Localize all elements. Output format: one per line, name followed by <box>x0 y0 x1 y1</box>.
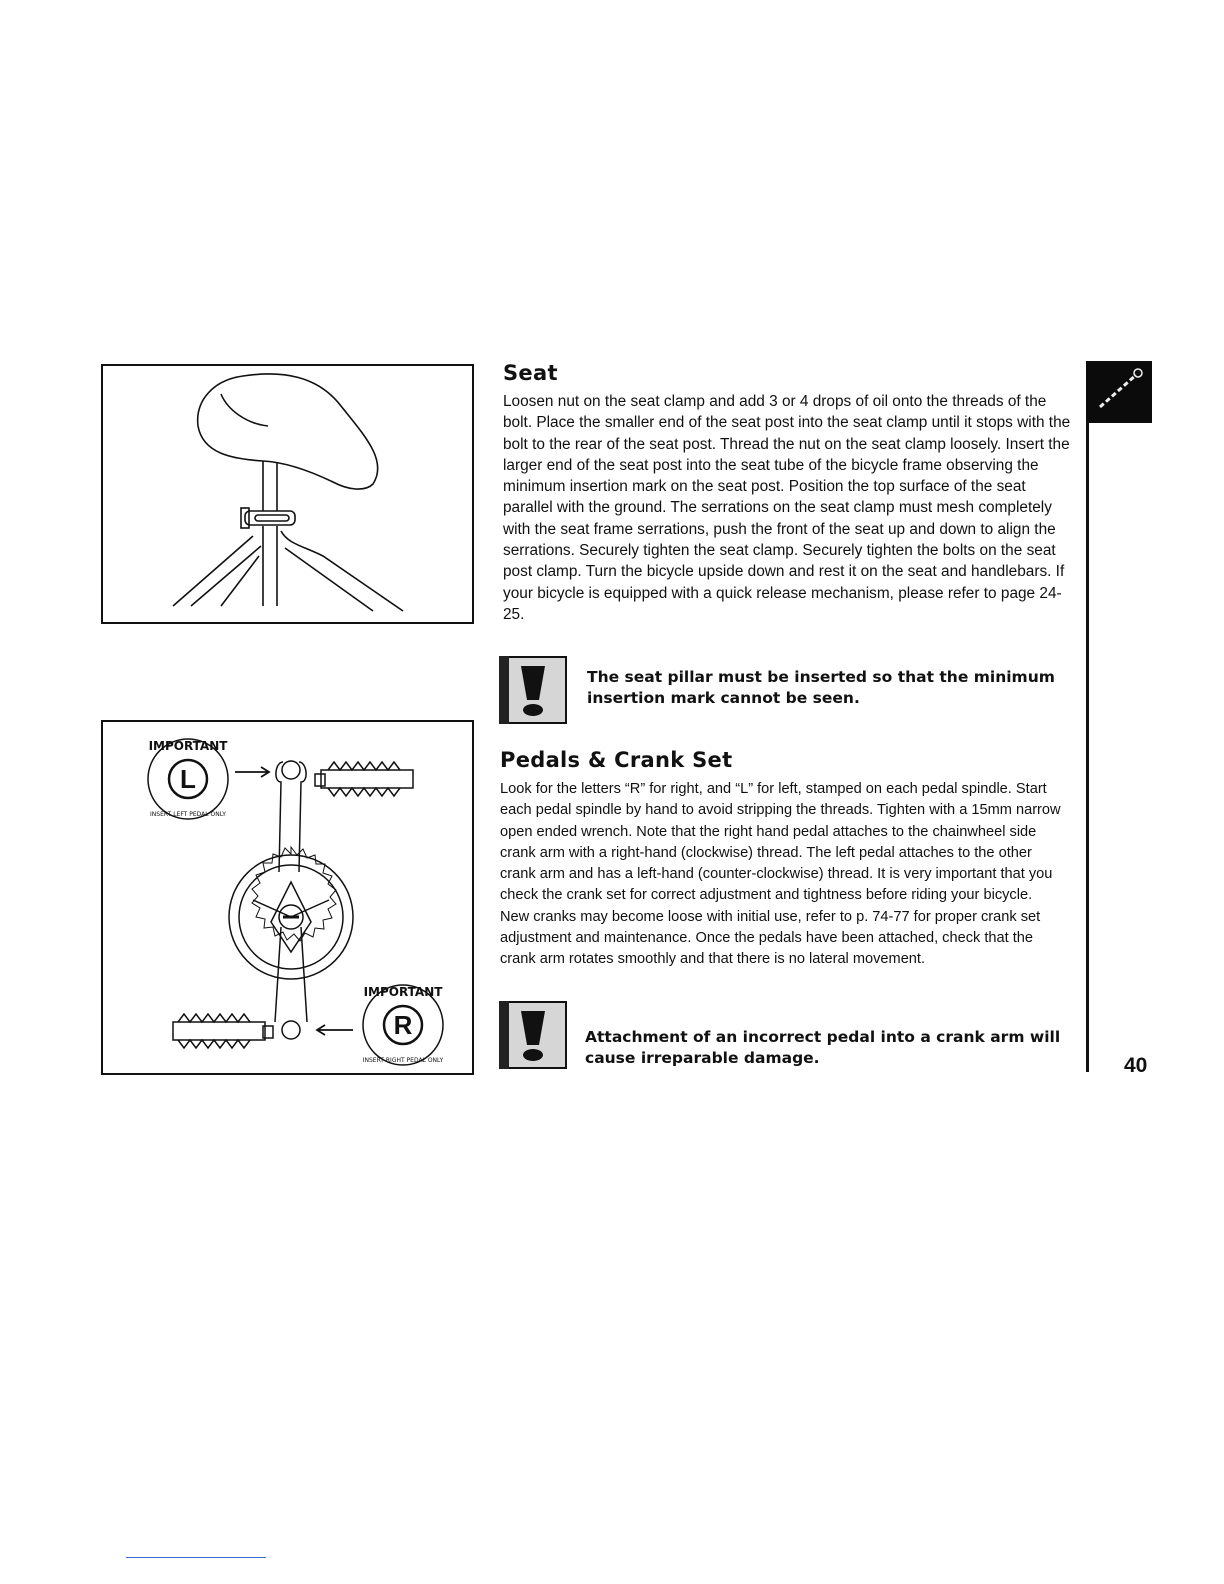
seat-clamp <box>245 511 295 525</box>
seat-heading: Seat <box>503 361 558 385</box>
left-pedal <box>315 762 413 796</box>
seat-instructions: Loosen nut on the seat clamp and add 3 or 4 drops of oil onto the threads of the bolt. Place the smaller end of the seat post into the seat clamp until it stops with the bolt to the rear of the seat post. Thread the nut on the seat clamp loosely. Insert the larger end of the seat post into the seat tube of the bicycle frame observing the minimum insertion mark on the seat post. Position the top surface of the seat parallel with the ground. The serrations on the seat clamp must mesh completely with the seat frame serrations, push the front of the seat up and down to align the serrations. Securely tighten the seat clamp. Securely tighten the bolts on the seat post clamp. Turn the bicycle upside down and rest it on the seat and handlebars. If your bicycle is equipped with a quick release mechanism, please refer to page 24-25. <box>503 393 1071 623</box>
seat-post-illustration <box>101 364 474 624</box>
right-badge-caption: INSERT RIGHT PEDAL ONLY <box>362 1057 444 1064</box>
arrow-left-icon <box>317 1025 353 1035</box>
page-number: 40 <box>1124 1054 1148 1077</box>
saddle <box>198 374 378 489</box>
side-rule <box>1086 420 1089 1072</box>
right-badge-ring: IMPORTANT <box>363 985 443 999</box>
wrench-icon <box>1086 361 1152 423</box>
right-badge-letter: R <box>393 1010 413 1040</box>
warning-exclamation-icon <box>499 656 567 724</box>
pedals-warning: Attachment of an incorrect pedal into a crank arm will cause irreparable damage. <box>585 1028 1061 1067</box>
right-pedal <box>173 1014 273 1048</box>
footer-rule <box>126 1557 266 1558</box>
pedal-crank-illustration <box>101 720 474 1075</box>
left-badge-ring: IMPORTANT <box>148 739 228 753</box>
warning-exclamation-icon <box>499 1001 567 1069</box>
left-badge-caption: INSERT LEFT PEDAL ONLY <box>150 811 226 818</box>
seat-diagram <box>103 366 472 622</box>
left-badge-letter: L <box>180 764 196 794</box>
crank-diagram <box>103 722 472 1073</box>
right-pedal-badge <box>363 985 444 1065</box>
arrow-right-icon <box>235 767 269 777</box>
left-pedal-badge <box>148 739 228 819</box>
pedals-instructions: Look for the letters “R” for right, and “L” for left, stamped on each pedal spindle. Start each pedal spindle by hand to avoid stripping the threads. Tighten with a 15mm narrow open ended wrench. Note that the right hand pedal attaches to the chainwheel side crank arm with a right-hand (clockwise) thread. The left pedal attaches to the other crank arm and has a left-hand (counter-clockwise) thread. It is very important that you check the crank set for correct adjustment and tightness before riding your bicycle. New cranks may become loose with initial use, refer to p. 74-77 for proper crank set adjustment and maintenance. Once the pedals have been attached, check that the crank arm rotates smoothly and that there is no lateral movement. <box>500 781 1061 968</box>
pedals-heading: Pedals & Crank Set <box>500 748 733 772</box>
seat-warning: The seat pillar must be inserted so that the minimum insertion mark cannot be seen. <box>587 668 1055 707</box>
